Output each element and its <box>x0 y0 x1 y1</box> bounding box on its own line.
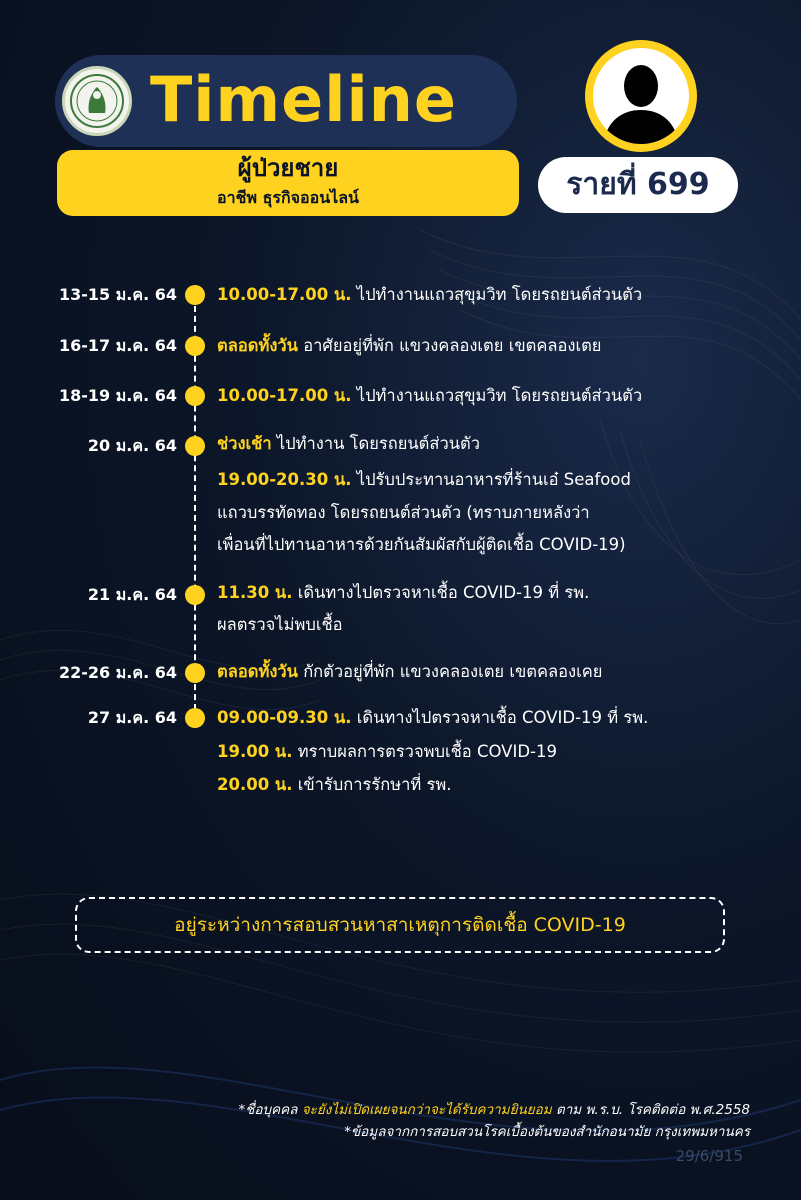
event-text: เพื่อนที่ไปทานอาหารด้วยกันสัมผัสกับผู้ติดเชื้อ COVID-19) <box>217 535 626 554</box>
event-text: ไปทำงานแถวสุขุมวิท โดยรถยนต์ส่วนตัว <box>356 386 643 405</box>
occupation-label: อาชีพ ธุรกิจออนไลน์ <box>217 188 359 207</box>
person-silhouette-icon <box>593 48 689 144</box>
timeline-dot <box>185 386 205 406</box>
event-time: ตลอดทั้งวัน <box>217 336 298 355</box>
timeline-date: 16-17 ม.ค. 64 <box>59 336 177 355</box>
event-text: เข้ารับการรักษาที่ รพ. <box>297 775 452 794</box>
timeline-event-continued <box>217 530 792 560</box>
event-text: ทราบผลการตรวจพบเชื้อ COVID-19 <box>297 742 557 761</box>
timeline-event <box>217 429 792 459</box>
timeline-event <box>217 465 792 495</box>
event-time: 10.00-17.00 น. <box>217 386 352 405</box>
timeline-dot <box>185 663 205 683</box>
timeline-event <box>217 381 792 411</box>
timeline-event <box>217 578 792 608</box>
timeline-dot <box>185 436 205 456</box>
event-time: ช่วงเช้า <box>217 434 272 453</box>
event-time: 11.30 น. <box>217 583 293 602</box>
timeline-dot <box>185 285 205 305</box>
event-text: เดินทางไปตรวจหาเชื้อ COVID-19 ที่ รพ. <box>297 583 590 602</box>
footnote-source: *ข้อมูลจากการสอบสวนโรคเบื้องต้นของสำนักอนามัย กรุงเทพมหานคร <box>344 1124 750 1140</box>
footnote-text: ตาม พ.ร.บ. โรคติดต่อ พ.ศ.2558 <box>555 1102 750 1118</box>
timeline-connector-line <box>194 296 196 720</box>
document-code: 29/6/915 <box>675 1147 743 1165</box>
event-time: 19.00 น. <box>217 742 293 761</box>
event-text: ผลตรวจไม่พบเชื้อ <box>217 615 343 634</box>
timeline-event <box>217 280 792 310</box>
timeline-event <box>217 703 792 733</box>
event-text: แถวบรรทัดทอง โดยรถยนต์ส่วนตัว (ทราบภายหลังว่า <box>217 503 590 522</box>
event-time: ตลอดทั้งวัน <box>217 662 298 681</box>
timeline-dot <box>185 585 205 605</box>
investigation-notice: อยู่ระหว่างการสอบสวนหาสาเหตุการติดเชื้อ COVID-19 <box>75 897 725 953</box>
timeline-date: 27 ม.ค. 64 <box>87 708 177 727</box>
footnote-highlight: จะยังไม่เปิดเผยจนกว่าจะได้รับความยินยอม <box>301 1102 552 1118</box>
event-time: 09.00-09.30 น. <box>217 708 352 727</box>
timeline-dot <box>185 708 205 728</box>
timeline-event-continued <box>217 610 792 640</box>
avatar <box>585 40 697 152</box>
event-time: 10.00-17.00 น. <box>217 285 352 304</box>
seal-emblem-icon <box>65 69 129 133</box>
event-text: ไปรับประทานอาหารที่ร้านเอ๋ Seafood <box>356 470 631 489</box>
patient-label: ผู้ป่วยชาย <box>237 154 339 182</box>
timeline-date: 20 ม.ค. 64 <box>87 436 177 455</box>
footnote-text: *ชื่อบุคคล <box>238 1102 298 1118</box>
timeline-event-continued <box>217 498 792 528</box>
event-text: อาศัยอยู่ที่พัก แขวงคลองเตย เขตคลองเตย <box>303 336 602 355</box>
event-time: 20.00 น. <box>217 775 293 794</box>
timeline-event <box>217 737 792 767</box>
event-text: เดินทางไปตรวจหาเชื้อ COVID-19 ที่ รพ. <box>356 708 649 727</box>
bangkok-seal-logo <box>62 66 132 136</box>
timeline-dot <box>185 336 205 356</box>
avatar-background <box>593 48 689 144</box>
page-title: Timeline <box>150 63 457 136</box>
footnote-privacy <box>40 1100 750 1120</box>
event-text: ไปทำงาน โดยรถยนต์ส่วนตัว <box>276 434 480 453</box>
timeline-event <box>217 331 792 361</box>
event-time: 19.00-20.30 น. <box>217 470 352 489</box>
case-number-badge: รายที่ 699 <box>538 157 738 213</box>
timeline-date: 13-15 ม.ค. 64 <box>59 285 177 304</box>
event-text: ไปทำงานแถวสุขุมวิท โดยรถยนต์ส่วนตัว <box>356 285 643 304</box>
timeline-date: 18-19 ม.ค. 64 <box>59 386 177 405</box>
timeline-date: 22-26 ม.ค. 64 <box>59 663 177 682</box>
timeline-event <box>217 657 792 687</box>
timeline-event <box>217 770 792 800</box>
event-text: กักตัวอยู่ที่พัก แขวงคลองเตย เขตคลองเคย <box>303 662 603 681</box>
timeline-date: 21 ม.ค. 64 <box>87 585 177 604</box>
